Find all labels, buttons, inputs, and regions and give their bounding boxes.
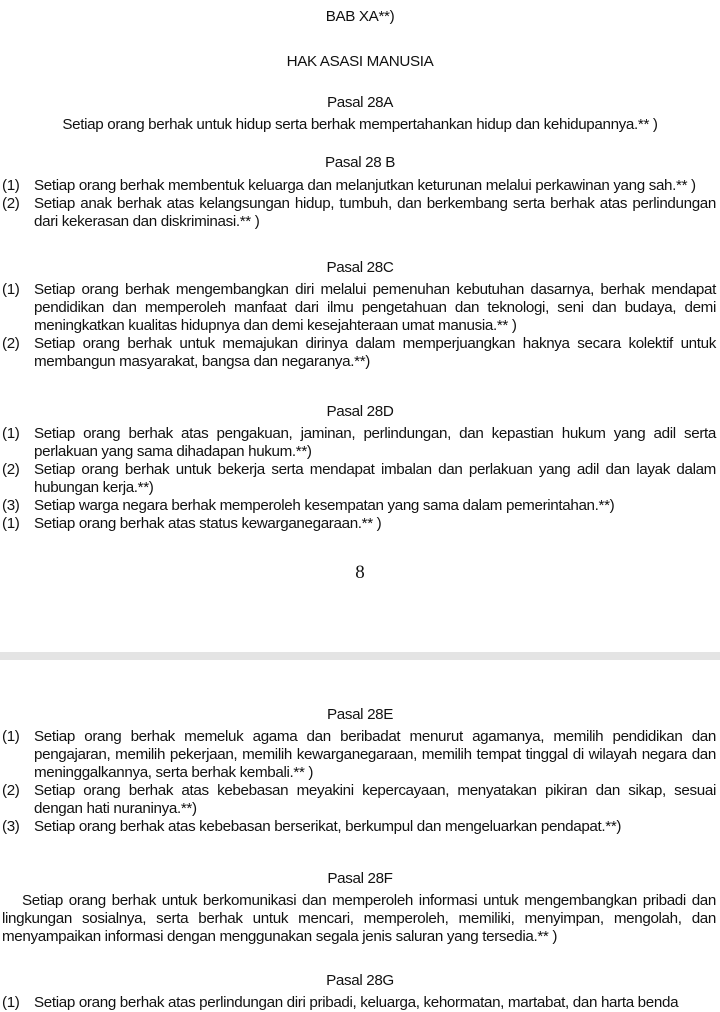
list-item	[2, 177, 716, 195]
pasal-28d-list	[2, 425, 716, 533]
list-item	[2, 335, 716, 371]
item-number: (1)	[2, 281, 20, 298]
pasal-28e-heading: Pasal 28E	[326, 706, 394, 723]
item-number: (1)	[2, 728, 20, 745]
item-number: (3)	[2, 497, 20, 514]
item-number: (2)	[2, 335, 20, 352]
item-text: Setiap orang berhak mengembangkan diri melalui pemenuhan kebutuhan dasarnya, berhak mendapat pendidikan dan memperoleh manfaat dari ilmu pengetahuan dan teknologi, seni dan budaya, demi meningkatkan kualitas hidupnya dan demi kesejahteraan umat manusia.** )	[34, 281, 716, 334]
list-item	[2, 515, 716, 533]
list-item	[2, 994, 716, 1012]
list-item	[2, 497, 716, 515]
pasal-28g-list	[2, 994, 716, 1012]
item-text: Setiap orang berhak atas kebebasan meyakini kepercayaan, menyatakan pikiran dan sikap, sesuai dengan hati nuraninya.**)	[34, 782, 716, 817]
pasal-28f-heading: Pasal 28F	[327, 870, 393, 887]
document-page-2	[0, 660, 720, 1009]
pasal-28e-list	[2, 728, 716, 836]
item-text: Setiap orang berhak memeluk agama dan beribadat menurut agamanya, memilih pendidikan dan pengajaran, memilih pekerjaan, memilih kewarganegaraan, memilih tempat tinggal di wilayah negara dan meninggalkannya, serta berhak kembali.** )	[34, 728, 716, 781]
pasal-28d-heading: Pasal 28D	[326, 403, 394, 420]
list-item	[2, 782, 716, 818]
list-item	[2, 728, 716, 782]
item-number: (1)	[2, 994, 20, 1011]
page-number: 8	[355, 562, 365, 583]
item-text: Setiap warga negara berhak memperoleh kesempatan yang sama dalam pemerintahan.**)	[34, 497, 615, 514]
item-text: Setiap orang berhak atas pengakuan, jaminan, perlindungan, dan kepastian hukum yang adil serta perlakuan yang sama dihadapan hukum.**)	[34, 425, 716, 460]
list-item	[2, 425, 716, 461]
pasal-28a-text: Setiap orang berhak untuk hidup serta berhak mempertahankan hidup dan kehidupannya.** )	[62, 116, 658, 133]
item-number: (2)	[2, 461, 20, 478]
item-number: (1)	[2, 177, 20, 194]
list-item	[2, 281, 716, 335]
chapter-title: HAK ASASI MANUSIA	[286, 53, 434, 70]
pasal-28f-text: Setiap orang berhak untuk berkomunikasi dan memperoleh informasi untuk mengembangkan pribadi dan lingkungan sosialnya, serta berhak untuk mencari, memperoleh, memiliki, menyimpan, mengolah, dan menyampaikan informasi dengan menggunakan segala jenis saluran yang tersedia.** )	[2, 892, 716, 945]
pasal-28c-heading: Pasal 28C	[326, 259, 394, 276]
item-number: (3)	[2, 818, 20, 835]
item-text: Setiap anak berhak atas kelangsungan hidup, tumbuh, dan berkembang serta berhak atas perlindungan dari kekerasan dan diskriminasi.** )	[34, 195, 716, 230]
item-text: Setiap orang berhak untuk bekerja serta mendapat imbalan dan perlakuan yang adil dan layak dalam hubungan kerja.**)	[34, 461, 716, 496]
item-number: (1)	[2, 425, 20, 442]
item-number: (1)	[2, 515, 20, 532]
list-item	[2, 195, 716, 231]
item-number: (2)	[2, 195, 20, 212]
pasal-28c-list	[2, 281, 716, 371]
item-text: Setiap orang berhak membentuk keluarga dan melanjutkan keturunan melalui perkawinan yang sah.** )	[34, 177, 696, 194]
item-text: Setiap orang berhak untuk memajukan dirinya dalam memperjuangkan haknya secara kolektif untuk membangun masyarakat, bangsa dan negaranya.**)	[34, 335, 716, 370]
pasal-28b-list	[2, 177, 716, 231]
list-item	[2, 461, 716, 497]
page-separator	[0, 652, 720, 660]
item-text: Setiap orang berhak atas kebebasan berserikat, berkumpul dan mengeluarkan pendapat.**)	[34, 818, 622, 835]
chapter-heading: BAB XA**)	[325, 8, 395, 25]
pasal-28b-heading: Pasal 28 B	[325, 154, 395, 171]
item-number: (2)	[2, 782, 20, 799]
item-text: Setiap orang berhak atas perlindungan diri pribadi, keluarga, kehormatan, martabat, dan harta benda	[34, 994, 679, 1011]
list-item	[2, 818, 716, 836]
pasal-28g-heading: Pasal 28G	[326, 972, 394, 989]
pasal-28a-heading: Pasal 28A	[326, 94, 394, 111]
item-text: Setiap orang berhak atas status kewarganegaraan.** )	[34, 515, 382, 532]
